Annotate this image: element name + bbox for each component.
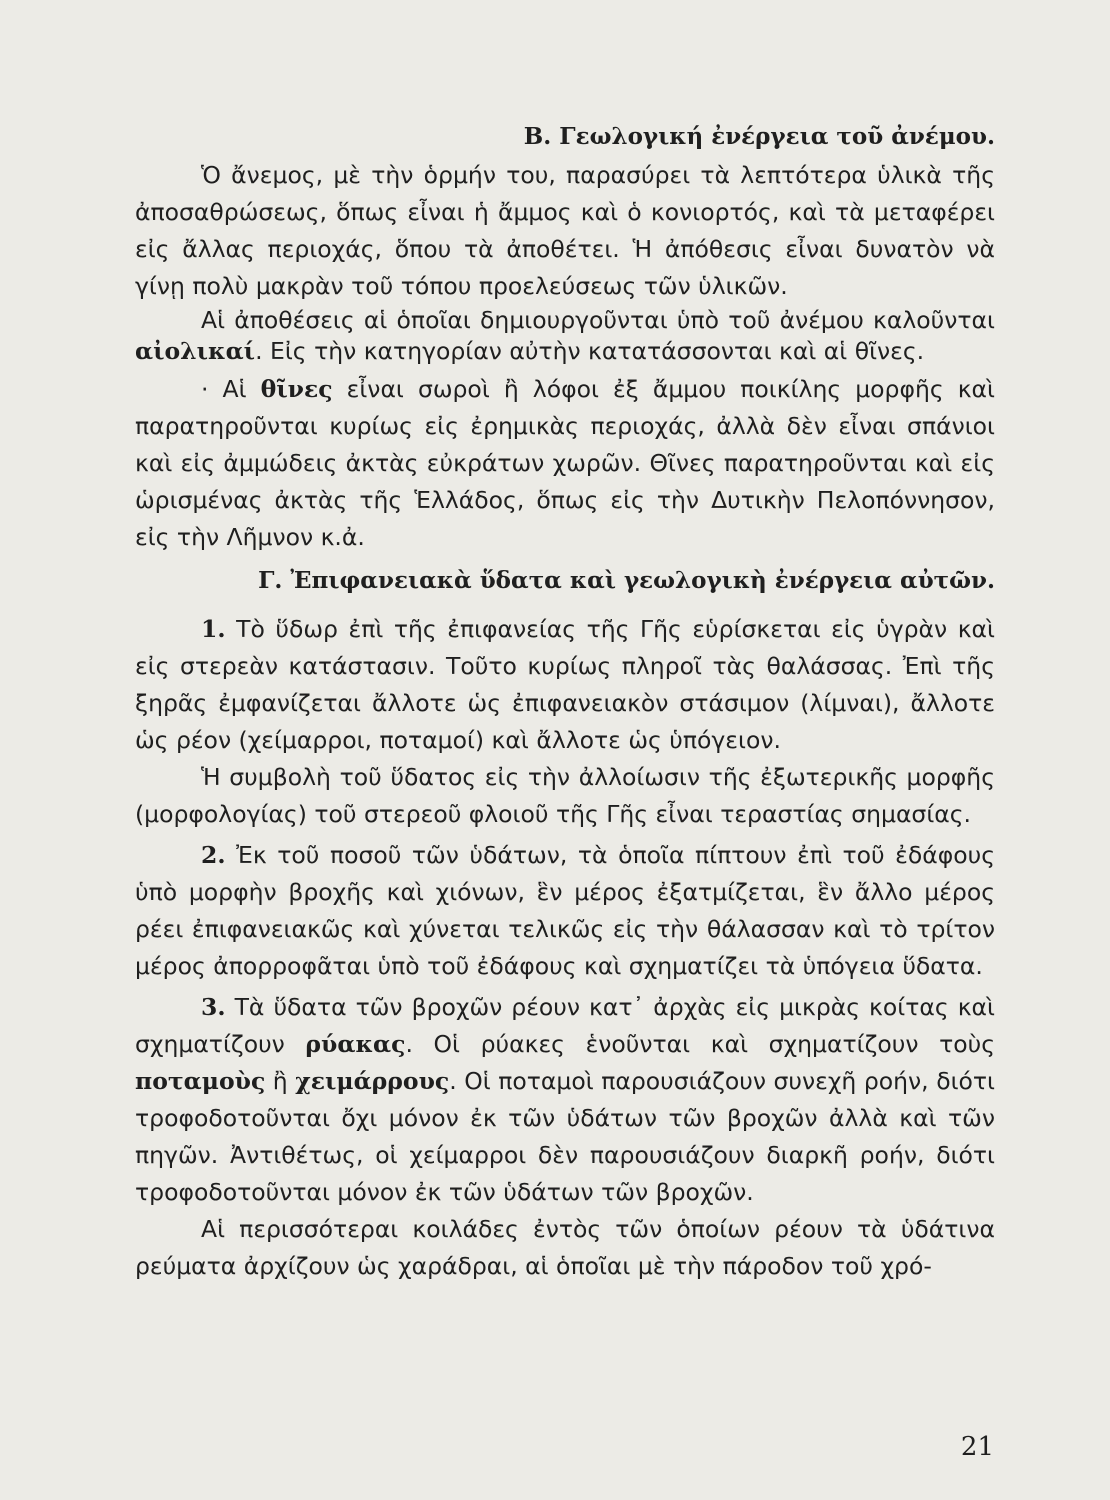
section-g-heading: Γ. Ἐπιφανειακὰ ὕδατα καὶ γεωλογικὴ ἐνέργεια αὐτῶν.	[258, 567, 995, 594]
text-run: Τὸ ὕδωρ ἐπὶ τῆς ἐπιφανείας τῆς Γῆς εὑρίσκεται εἰς ὑγρὰν καὶ εἰς στερεὰν κατάστασιν. Τοῦτο κυρίως πληροῖ τὰς θαλάσσας. Ἐπὶ τῆς ξηρᾶς ἐμφανίζεται ἄλλοτε ὡς ἐπιφανειακὸν στάσιμον (λίμναι), ἄλλοτε ὡς ρέον (χείμαρροι, ποταμοί) καὶ ἄλλοτε ὡς ὑπόγειον.	[135, 615, 995, 754]
item-number-1: 1.	[201, 615, 226, 643]
term-aiolikai: αἰολικαί	[135, 337, 256, 365]
item-number-3: 3.	[201, 993, 226, 1021]
section-g-paragraph-4: Αἱ περισσότεραι κοιλάδες ἐντὸς τῶν ὁποίων ρέουν τὰ ὑδάτινα ρεύματα ἀρχίζουν ὡς χαράδραι, αἱ ὁποῖαι μὲ τὴν πάροδον τοῦ χρό-	[135, 1215, 995, 1280]
text-run: . Οἱ ρύακες ἑνοῦνται καὶ σχηματίζουν τοὺς	[405, 1030, 995, 1058]
section-b-heading: Β. Γεωλογική ἐνέργεια τοῦ ἀνέμου.	[523, 123, 995, 150]
term-thines: θῖνες	[260, 375, 333, 403]
text-run: . Εἰς τὴν κατηγορίαν αὐτὴν κατατάσσονται καὶ αἱ θῖνες.	[255, 337, 925, 365]
text-run: εἶναι σωροὶ ἢ λόφοι ἐξ ἄμμου ποικίλης μορφῆς καὶ παρατηροῦνται κυρίως εἰς ἐρημικὰς περιοχάς, ἀλλὰ δὲν εἶναι σπάνιοι καὶ εἰς ἀμμώδεις ἀκτὰς εὐκράτων χωρῶν. Θῖνες παρατηροῦνται καὶ εἰς ὡρισμένας ἀκτὰς τῆς Ἑλλάδος, ὅπως εἰς τὴν Δυτικὴν Πελοπόννησον, εἰς τὴν Λῆμνον κ.ἀ.	[135, 375, 995, 551]
section-b-paragraph-2	[135, 305, 995, 367]
term-cheimarrous: χειμάρρους	[295, 1067, 450, 1095]
text-run: Αἱ ἀποθέσεις αἱ ὁποῖαι δημιουργοῦνται ὑπὸ τοῦ ἀνέμου καλοῦνται	[201, 306, 995, 334]
page-number: 21	[960, 1432, 994, 1462]
section-g-paragraph-2	[135, 837, 995, 985]
text-run: Τὰ ὕδατα τῶν βροχῶν ρέουν κατ᾽ ἀρχὰς εἰς μικρὰς κοίτας καὶ σχηματίζουν	[135, 993, 995, 1058]
term-potamous: ποταμοὺς	[135, 1067, 266, 1095]
text-run: Αἱ	[208, 375, 261, 403]
item-number-2: 2.	[201, 841, 226, 869]
page-body	[135, 118, 995, 1285]
section-g-paragraph-3	[135, 989, 995, 1211]
section-b-paragraph-3	[135, 371, 995, 556]
margin-mark: ·	[201, 375, 209, 403]
term-ryakas: ρύακας	[305, 1030, 406, 1058]
text-run: . Οἱ ποταμοὶ παρουσιάζουν συνεχῆ ροήν, διότι τροφοδοτοῦνται ὄχι μόνον ἐκ τῶν ὑδάτων τῶν βροχῶν ἀλλὰ καὶ τῶν πηγῶν. Ἀντιθέτως, οἱ χείμαρροι δὲν παρουσιάζουν διαρκῆ ροήν, διότι τροφοδοτοῦνται μόνον ἐκ τῶν ὑδάτων τῶν βροχῶν.	[135, 1067, 995, 1206]
section-g-paragraph-1	[135, 611, 995, 759]
section-b-paragraph-1: Ὁ ἄνεμος, μὲ τὴν ὁρμήν του, παρασύρει τὰ λεπτότερα ὑλικὰ τῆς ἀποσαθρώσεως, ὅπως εἶναι ἡ ἄμμος καὶ ὁ κονιορτός, καὶ τὰ μεταφέρει εἰς ἄλλας περιοχάς, ὅπου τὰ ἀποθέτει. Ἡ ἀπόθεσις εἶναι δυνατὸν νὰ γίνῃ πολὺ μακρὰν τοῦ τόπου προελεύσεως τῶν ὑλικῶν.	[135, 161, 995, 300]
text-run: Ἐκ τοῦ ποσοῦ τῶν ὑδάτων, τὰ ὁποῖα πίπτουν ἐπὶ τοῦ ἐδάφους ὑπὸ μορφὴν βροχῆς καὶ χιόνων, ἓν μέρος ἐξατμίζεται, ἓν ἄλλο μέρος ρέει ἐπιφανειακῶς καὶ χύνεται τελικῶς εἰς τὴν θάλασσαν καὶ τὸ τρίτον μέρος ἀπορροφᾶται ὑπὸ τοῦ ἐδάφους καὶ σχηματίζει τὰ ὑπόγεια ὕδατα.	[135, 841, 995, 980]
text-run: ἢ	[265, 1067, 296, 1095]
section-g-paragraph-1b: Ἡ συμβολὴ τοῦ ὕδατος εἰς τὴν ἀλλοίωσιν τῆς ἐξωτερικῆς μορφῆς (μορφολογίας) τοῦ στερεοῦ φλοιοῦ τῆς Γῆς εἶναι τεραστίας σημασίας.	[135, 763, 995, 828]
